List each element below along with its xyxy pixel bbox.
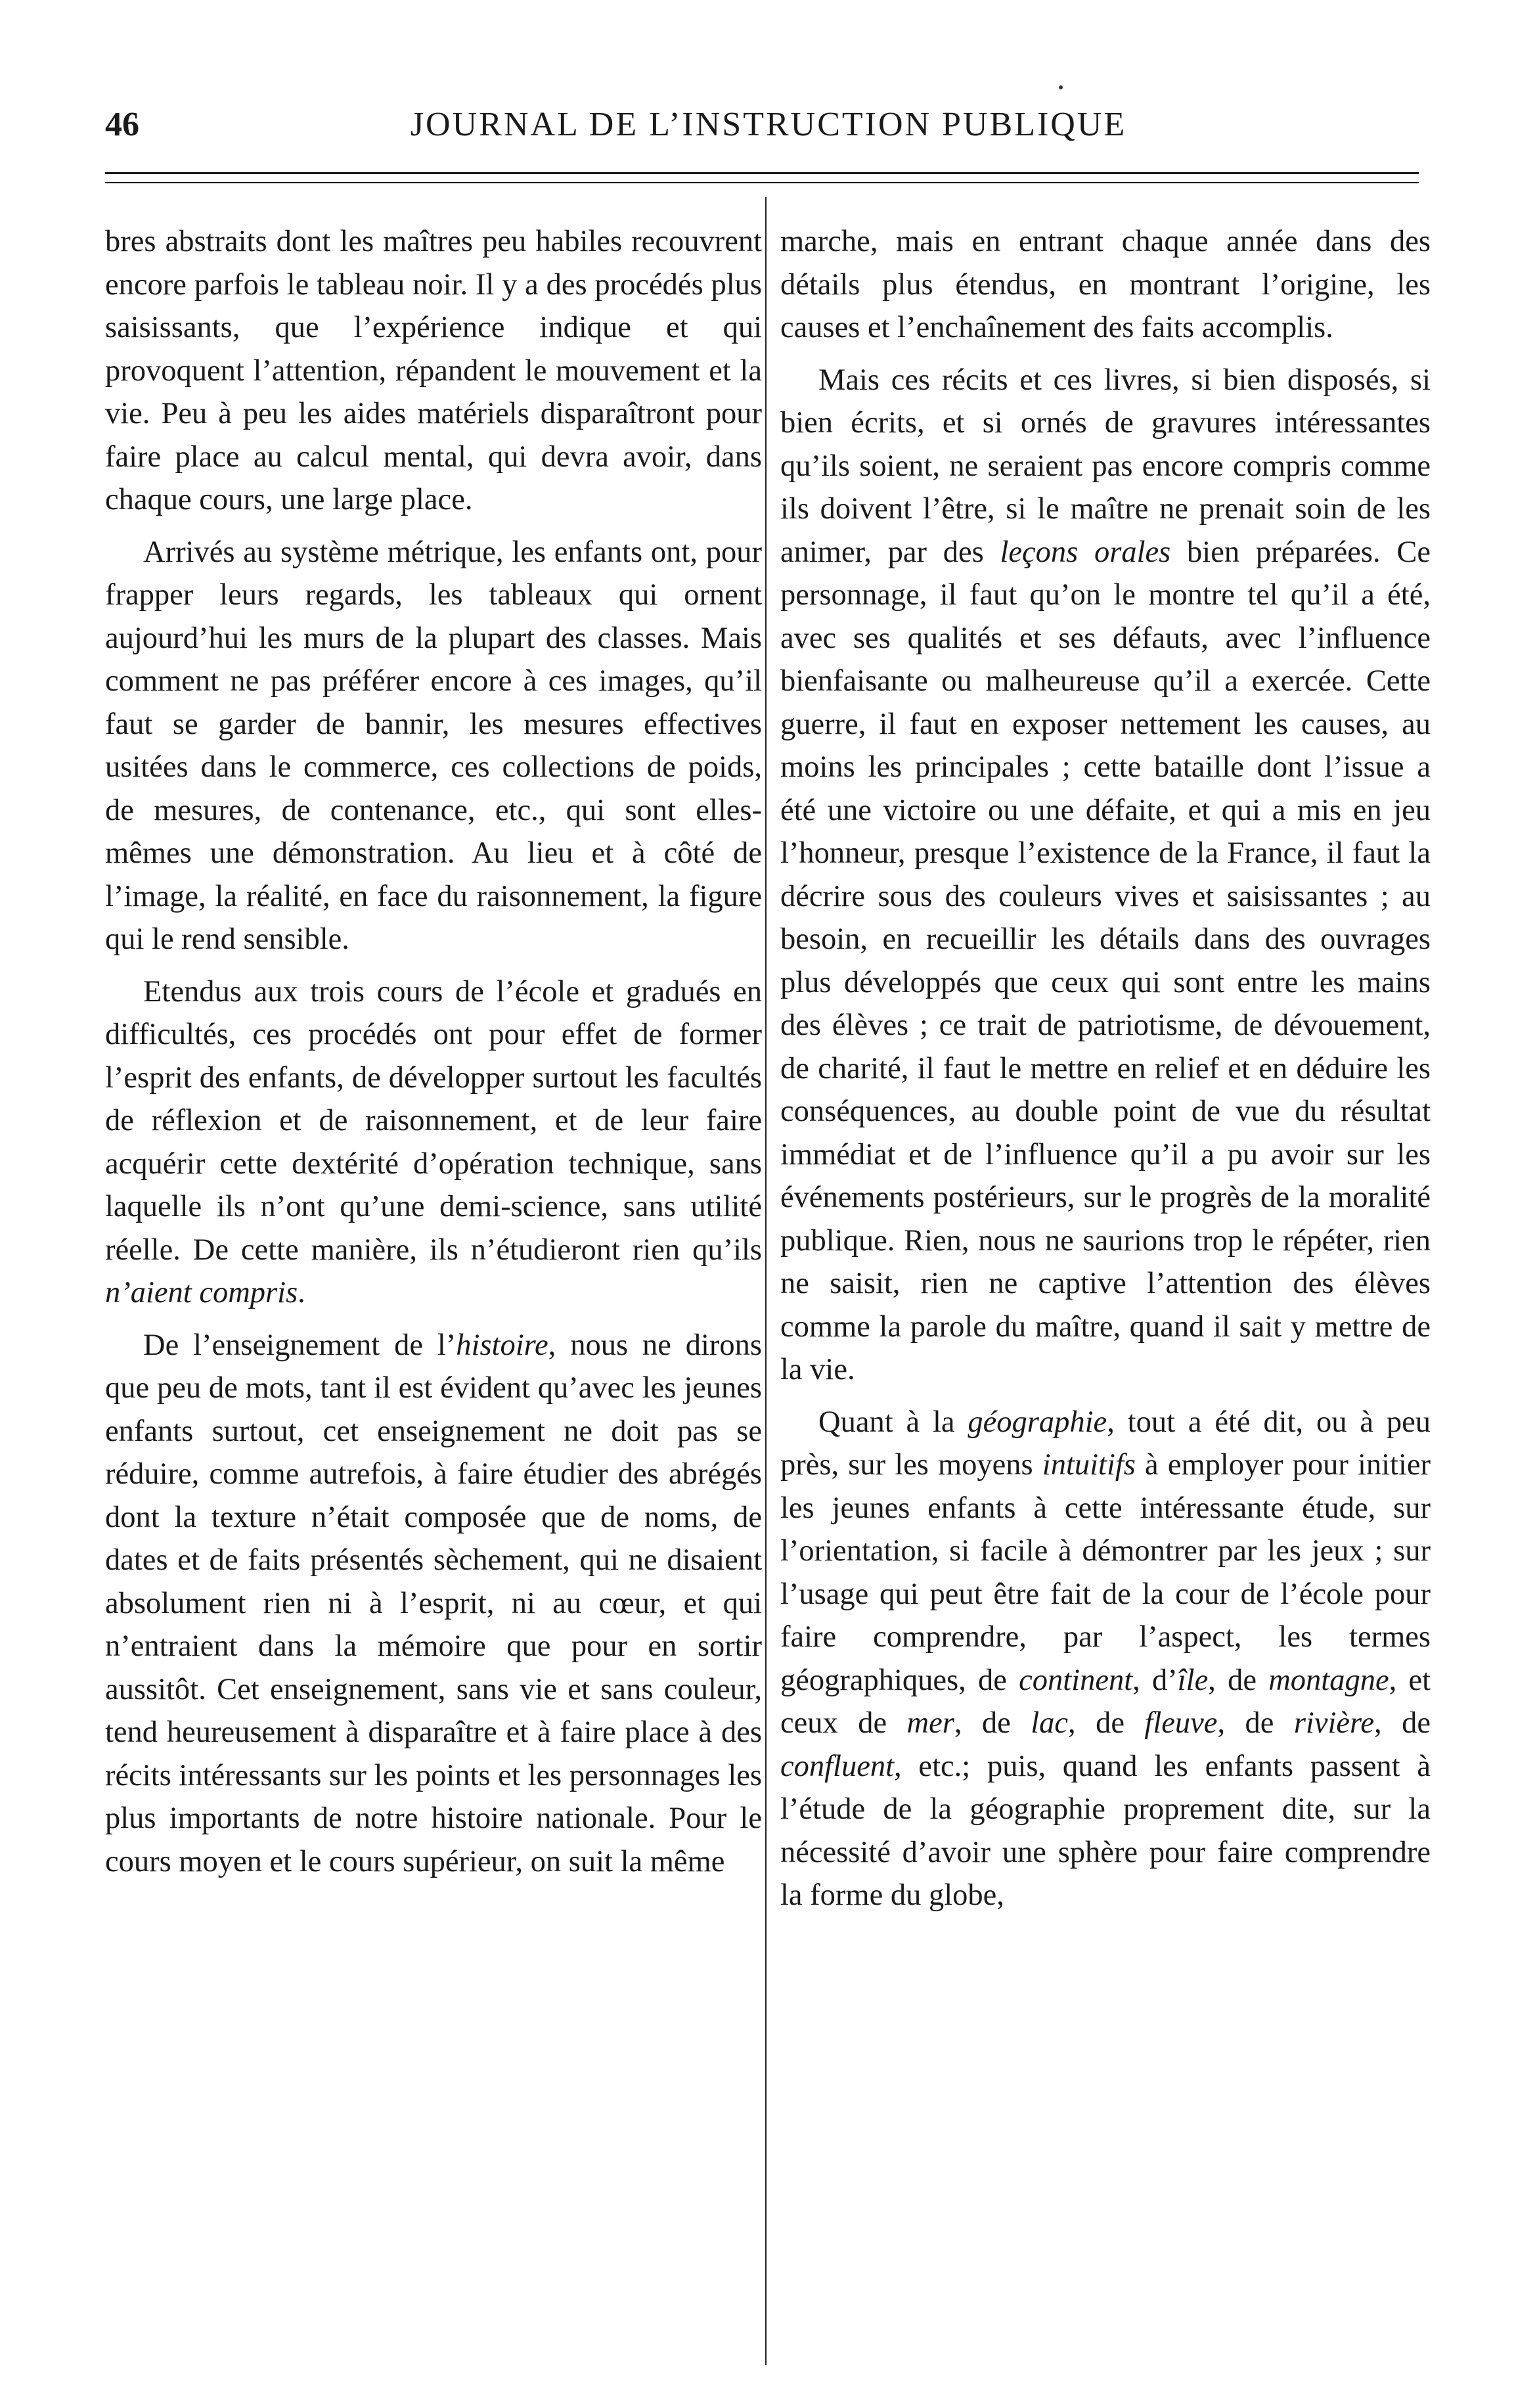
text-run: , etc.; puis, quand les enfants passent à l’étude de la géographie proprement dite, sur la nécessité d’avoir une sphère pour faire comprendre la forme du globe, (780, 1749, 1431, 1912)
page-number: 46 (105, 106, 139, 143)
ink-speck (1059, 85, 1063, 89)
paragraph (105, 220, 762, 522)
paragraph (780, 220, 1431, 350)
text-run: . (298, 1276, 305, 1309)
text-run: à employer pour initier les jeunes enfants à cette intéressante étude, sur l’orientation, si facile à démontrer par les jeux ; sur l’usage qui peut être fait de la cour de l’école pour faire comprendre, par l’aspect, les termes géographiques, de (780, 1448, 1431, 1697)
emphasized-text: histoire (456, 1328, 548, 1362)
header-rule-bottom (105, 182, 1419, 183)
running-title: JOURNAL DE L’INSTRUCTION PUBLIQUE (410, 106, 1127, 143)
text-run: , d’ (1132, 1663, 1178, 1697)
text-run: , nous ne dirons que peu de mots, tant il est évident qu’avec les jeunes enfants surtout, cet enseignement ne doit pas se réduire, comme autrefois, à faire étudier des abrégés dont la texture n’était composée que de noms, de dates et de faits présentés sèchement, qui ne disaient absolument rien ni à l’esprit, ni au cœur, et qui n’entraient dans la mémoire que pour en sortir aussitôt. Cet enseignement, sans vie et sans couleur, tend heureusement à disparaître et à faire place à des récits intéressants sur les points et les personnages les plus importants de notre histoire nationale. Pour le cours moyen et le cours supérieur, on suit la même (105, 1328, 762, 1878)
text-run: , tout a été dit, ou à peu près, sur les moyens (780, 1405, 1431, 1482)
text-run: bres abstraits dont les maîtres peu habiles recouvrent encore parfois le tableau noir. Il y a des procédés plus saisissants, que l’expérience indique et qui provoquent l’attention, répandent le mouvement et la vie. Peu à peu les aides matériels disparaîtront pour faire place au calcul mental, qui devra avoir, dans chaque cours, une large place. (105, 225, 762, 516)
emphasized-text: continent (1019, 1663, 1133, 1697)
emphasized-text: n’aient compris (105, 1276, 298, 1309)
text-run: Mais ces récits et ces livres, si bien disposés, si bien écrits, et si ornés de gravures intéressantes qu’ils soient, ne seraient pas encore compris comme ils doivent l’être, si le maître ne prenait soin de les animer, par des (780, 363, 1431, 569)
emphasized-text: lac (1031, 1706, 1069, 1740)
emphasized-text: mer (906, 1706, 954, 1740)
text-run: Quant à la (818, 1405, 968, 1439)
text-run: , de (1374, 1706, 1431, 1740)
emphasized-text: montagne (1268, 1663, 1389, 1697)
header-rule-top (105, 172, 1419, 174)
emphasized-text: fleuve (1144, 1706, 1218, 1740)
page-header (0, 105, 1537, 158)
right-column (780, 220, 1431, 1926)
text-run: Etendus aux trois cours de l’école et gradués en difficultés, ces procédés ont pour effet de former l’esprit des enfants, de développer surtout les facultés de réflexion et de raisonnement, et de leur faire acquérir cette dextérité d’opération technique, sans laquelle ils n’ont qu’une demi-science, sans utilité réelle. De cette manière, ils n’étudieront rien qu’ils (105, 974, 762, 1267)
paragraph (105, 970, 762, 1315)
text-run: , de (1217, 1706, 1294, 1740)
paragraph (105, 1324, 762, 1884)
emphasized-text: intuitifs (1042, 1448, 1136, 1482)
text-run: Arrivés au système métrique, les enfants ont, pour frapper leurs regards, les tableaux qui ornent aujourd’hui les murs de la plupart des classes. Mais comment ne pas préférer encore à ces images, qu’il faut se garder de bannir, les mesures effectives usitées dans le commerce, ces collections de poids, de mesures, de contenance, etc., qui sont elles-mêmes une démonstration. Au lieu et à côté de l’image, la réalité, en face du raisonnement, la figure qui le rend sensible. (105, 535, 762, 956)
emphasized-text: géographie (968, 1405, 1107, 1439)
column-divider (765, 197, 767, 2365)
paragraph (780, 359, 1431, 1392)
text-run: marche, mais en entrant chaque année dans des détails plus étendus, en montrant l’origine, les causes et l’enchaînement des faits accomplis. (780, 225, 1431, 344)
text-run: , de (954, 1706, 1031, 1740)
paragraph (780, 1401, 1431, 1917)
emphasized-text: confluent (780, 1749, 895, 1783)
emphasized-text: leçons orales (1000, 535, 1171, 569)
emphasized-text: île (1177, 1663, 1209, 1697)
left-column (105, 220, 762, 1892)
text-run: De l’enseignement de l’ (143, 1328, 457, 1362)
header-rules (105, 172, 1419, 191)
text-run: , de (1068, 1706, 1145, 1740)
text-run: , de (1208, 1663, 1269, 1697)
text-run: , et ceux de (780, 1663, 1431, 1740)
paragraph (105, 531, 762, 961)
text-run: bien préparées. Ce personnage, il faut qu’on le montre tel qu’il a été, avec ses qualités et ses défauts, avec l’influence bienfaisante ou malheureuse qu’il a exercée. Cette guerre, il faut en exposer nettement les causes, au moins les principales ; cette bataille dont l’issue a été une victoire ou une défaite, et qui a mis en jeu l’honneur, presque l’existence de la France, il faut la décrire sous des couleurs vives et saisissantes ; au besoin, en recueillir les détails dans des ouvrages plus développés que ceux qui sont entre les mains des élèves ; ce trait de patriotisme, de dévouement, de charité, il faut le mettre en relief et en déduire les conséquences, au double point de vue du résultat immédiat et de l’influence qu’il a pu avoir sur les événements postérieurs, sur le progrès de la moralité publique. Rien, nous ne saurions trop le répéter, rien ne saisit, rien ne captive l’attention des élèves comme la parole du maître, quand il sait y mettre de la vie. (780, 535, 1431, 1386)
emphasized-text: rivière (1293, 1706, 1375, 1740)
